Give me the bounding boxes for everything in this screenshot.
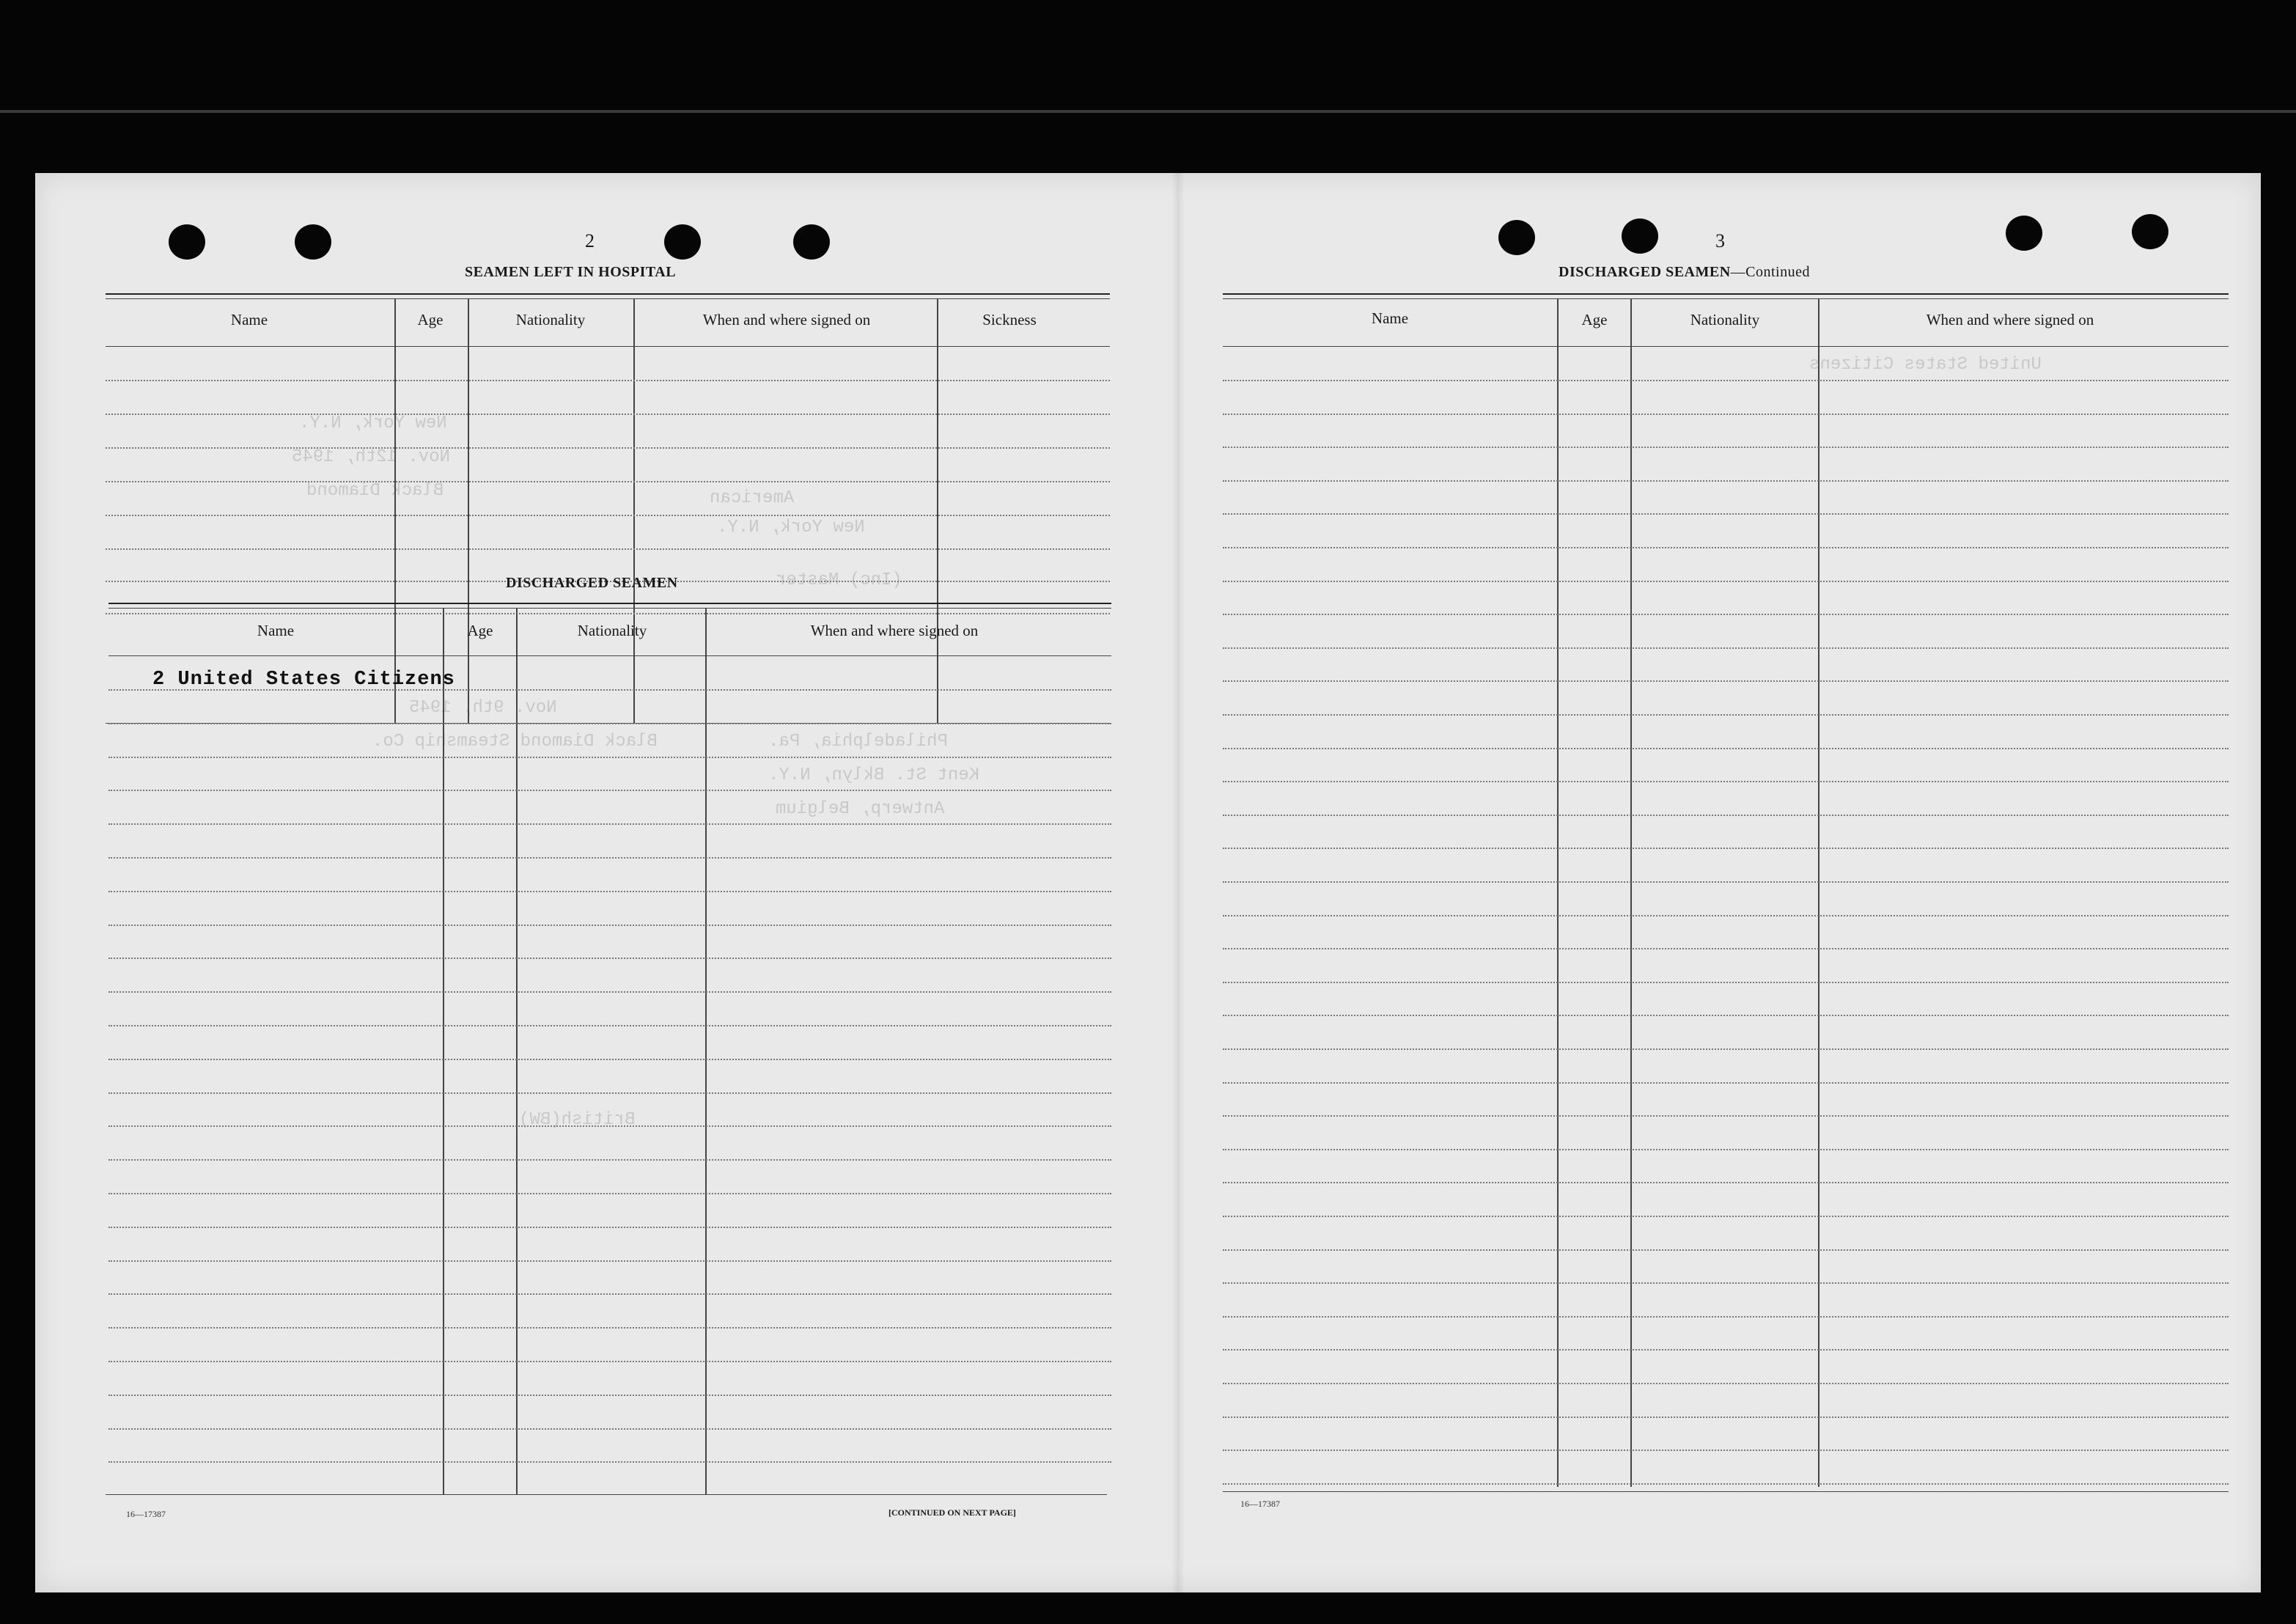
bleed-through-text: Black Diamond Steamship Co. bbox=[372, 732, 658, 752]
typed-entry: 2 United States Citizens bbox=[152, 669, 455, 691]
row-line bbox=[1223, 1483, 2229, 1485]
row-line bbox=[1223, 547, 2229, 548]
row-line bbox=[1223, 1149, 2229, 1150]
row-line bbox=[108, 1361, 1111, 1362]
section-title-discharged-continued bbox=[1559, 264, 1810, 281]
row-line bbox=[108, 1159, 1111, 1161]
row-line bbox=[108, 1125, 1111, 1127]
bleed-through-text: Nov. 9th, 1945 bbox=[409, 698, 557, 718]
bleed-through-text: Kent St. Bklyn, N.Y. bbox=[768, 765, 980, 785]
punch-hole bbox=[2132, 214, 2168, 249]
page-number: 3 bbox=[1715, 230, 1725, 251]
punch-hole bbox=[169, 224, 205, 260]
continued-note: [CONTINUED ON NEXT PAGE] bbox=[888, 1507, 1016, 1518]
bleed-through-text: Antwerp, Belgium bbox=[776, 799, 945, 819]
row-line bbox=[1223, 414, 2229, 415]
column-header-name: Name bbox=[1371, 309, 1409, 327]
row-line bbox=[1223, 1383, 2229, 1384]
column-divider bbox=[937, 299, 938, 723]
row-line bbox=[106, 548, 1110, 550]
row-line bbox=[108, 1428, 1111, 1430]
bleed-through-text: American bbox=[710, 488, 795, 508]
row-line bbox=[1223, 447, 2229, 448]
row-line bbox=[108, 1461, 1111, 1463]
column-header-sickness: Sickness bbox=[982, 311, 1037, 328]
row-line bbox=[1223, 1048, 2229, 1050]
row-line bbox=[108, 790, 1111, 791]
row-line bbox=[1223, 948, 2229, 949]
row-line bbox=[1223, 1115, 2229, 1117]
bleed-through-text: (Inc) Master bbox=[776, 570, 902, 590]
row-line bbox=[106, 414, 1110, 415]
column-header-age: Age bbox=[467, 622, 493, 639]
row-line bbox=[1223, 1015, 2229, 1016]
punch-hole bbox=[2006, 216, 2042, 251]
row-line bbox=[1223, 781, 2229, 782]
form-code: 16—17387 bbox=[1240, 1499, 1280, 1509]
row-line bbox=[1223, 1182, 2229, 1183]
row-line bbox=[108, 723, 1111, 724]
table-bottom-rule bbox=[106, 1494, 1107, 1495]
header-bottom-rule bbox=[106, 346, 1110, 347]
section-title-suffix: —Continued bbox=[1730, 264, 1810, 280]
column-header-age: Age bbox=[1581, 311, 1608, 328]
row-line bbox=[108, 1395, 1111, 1396]
row-line bbox=[1223, 982, 2229, 983]
row-line bbox=[1223, 915, 2229, 916]
page-number: 2 bbox=[585, 230, 595, 251]
row-line bbox=[1223, 1082, 2229, 1084]
bleed-through-text: British(BW) bbox=[519, 1110, 636, 1130]
row-line bbox=[108, 891, 1111, 892]
section-title-hospital: SEAMEN LEFT IN HOSPITAL bbox=[465, 264, 677, 280]
scan-border bbox=[0, 110, 2296, 113]
row-line bbox=[108, 689, 1111, 691]
row-line bbox=[1223, 680, 2229, 682]
row-line bbox=[108, 1193, 1111, 1194]
row-line bbox=[1223, 748, 2229, 749]
column-divider bbox=[394, 299, 396, 723]
row-line bbox=[108, 1227, 1111, 1228]
form-code: 16—17387 bbox=[126, 1509, 166, 1519]
row-line bbox=[1223, 815, 2229, 816]
document-sheet bbox=[35, 173, 2261, 1592]
column-header-name: Name bbox=[230, 311, 268, 328]
column-header-nationality: Nationality bbox=[1690, 311, 1760, 328]
column-header-nationality: Nationality bbox=[577, 622, 647, 639]
row-line bbox=[1223, 480, 2229, 482]
row-line bbox=[1223, 1417, 2229, 1418]
row-line bbox=[106, 380, 1110, 381]
section-title-text: DISCHARGED SEAMEN bbox=[1559, 264, 1731, 280]
row-line bbox=[1223, 848, 2229, 849]
row-line bbox=[1223, 380, 2229, 381]
row-line bbox=[106, 481, 1110, 482]
header-rule bbox=[108, 608, 1111, 609]
column-header-nationality: Nationality bbox=[515, 311, 586, 328]
column-divider bbox=[1630, 299, 1632, 1487]
column-header-signed-on: When and where signed on bbox=[702, 311, 871, 328]
row-line bbox=[108, 1025, 1111, 1026]
row-line bbox=[108, 757, 1111, 758]
punch-hole bbox=[793, 224, 830, 260]
column-divider bbox=[468, 299, 469, 723]
row-line bbox=[1223, 614, 2229, 615]
header-rule bbox=[1223, 298, 2229, 299]
punch-hole bbox=[1498, 220, 1535, 255]
header-rule bbox=[106, 298, 1110, 299]
column-header-signed-on: When and where signed on bbox=[1926, 311, 2094, 328]
row-line bbox=[108, 991, 1111, 993]
row-line bbox=[1223, 1216, 2229, 1217]
row-line bbox=[106, 613, 1110, 614]
table-bottom-rule bbox=[1223, 1491, 2229, 1492]
row-line bbox=[108, 823, 1111, 825]
column-header-age: Age bbox=[417, 311, 444, 328]
column-divider bbox=[633, 299, 635, 723]
header-rule bbox=[106, 293, 1110, 295]
punch-hole bbox=[295, 224, 331, 260]
bleed-through-text: Philadelphia, Pa. bbox=[768, 732, 948, 752]
row-line bbox=[1223, 581, 2229, 582]
row-line bbox=[1223, 1316, 2229, 1318]
section-title-discharged: DISCHARGED SEAMEN bbox=[506, 575, 678, 591]
punch-hole bbox=[1622, 218, 1658, 254]
page-fold bbox=[1171, 173, 1185, 1592]
row-line bbox=[108, 1059, 1111, 1060]
row-line bbox=[106, 447, 1110, 449]
row-line bbox=[1223, 1450, 2229, 1451]
row-line bbox=[108, 1092, 1111, 1094]
row-line bbox=[1223, 881, 2229, 883]
row-line bbox=[1223, 1349, 2229, 1351]
header-rule bbox=[108, 603, 1111, 604]
header-rule bbox=[1223, 293, 2229, 295]
bleed-through-text: United States Citizens bbox=[1809, 355, 2042, 375]
row-line bbox=[106, 515, 1110, 516]
column-divider bbox=[1818, 299, 1819, 1487]
column-header-name: Name bbox=[257, 622, 295, 639]
row-line bbox=[1223, 714, 2229, 716]
row-line bbox=[1223, 1282, 2229, 1284]
header-bottom-rule bbox=[108, 655, 1111, 656]
bleed-through-text: Black Diamond bbox=[306, 481, 444, 501]
row-line bbox=[108, 1293, 1111, 1295]
bleed-through-text: New York, N.Y. bbox=[299, 414, 447, 433]
header-bottom-rule bbox=[1223, 346, 2229, 347]
row-line bbox=[1223, 1249, 2229, 1251]
row-line bbox=[108, 857, 1111, 859]
bleed-through-text: New York, N.Y. bbox=[717, 518, 865, 537]
bleed-through-text: Nov. 12th, 1945 bbox=[292, 447, 451, 467]
row-line bbox=[108, 958, 1111, 959]
punch-hole bbox=[664, 224, 701, 260]
row-line bbox=[108, 925, 1111, 926]
row-line bbox=[108, 1260, 1111, 1262]
row-line bbox=[1223, 513, 2229, 515]
column-divider bbox=[1557, 299, 1559, 1487]
row-line bbox=[1223, 647, 2229, 649]
column-header-signed-on: When and where signed on bbox=[810, 622, 979, 639]
row-line bbox=[108, 1327, 1111, 1329]
